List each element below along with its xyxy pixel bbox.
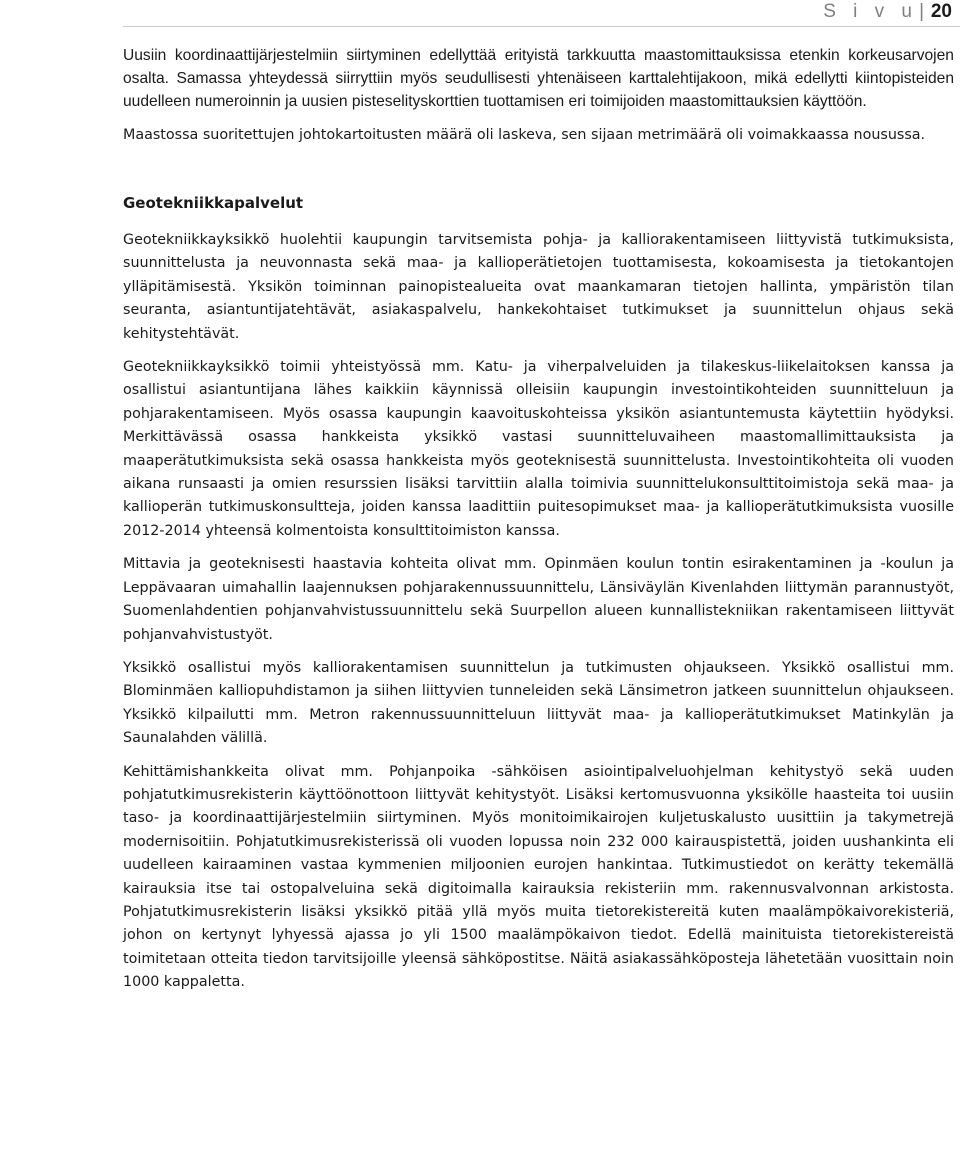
section-paragraph: Kehittämishankkeita olivat mm. Pohjanpoika -sähköisen asiointipalveluohjelman kehitystyö sekä uuden pohjatutkimusrekisterin käyttöönottoon liittyvät kehitystyöt. Lisäksi kertomusvuonna yksikölle haasteita toi uusiin taso- ja koordinaattijärjestelmiin siirtyminen. Myös monitoimikairojen kuljetuskalusto uusittiin ja takymetrejä modernisoitiin. Pohjatutkimusrekisterissä oli vuoden lopussa noin 232 000 kairauspistettä, joiden uushankinta eli uudelleen kairaaminen vastaa kymmenien miljoonien eurojen hankintaa. Tutkimustiedot on kerätty tekemällä kairauksia itse tai ostopalveluina sekä digitoimalla kairauksia rekisteriin mm. rakennusvalvonnan arkistosta. Pohjatutkimusrekisterin lisäksi yksikkö pitää yllä myös muita tietorekistereitä kuten maalämpökaivorekisteriä, johon on kertynyt lyhyessä ajassa jo yli 1500 maalämpökaivon tiedot. Edellä mainituista tietorekistereistä toimitetaan otteita tiedon tarvitsijoille yleensä sähköpostitse. Näitä asiakassähköposteja lähetetään vuosittain noin 1000 kappaletta. (123, 763, 954, 991)
section-paragraph: Geotekniikkayksikkö huolehtii kaupungin tarvitsemista pohja- ja kalliorakentamiseen liittyvistä tutkimuksista, suunnittelusta ja neuvonnasta sekä maa- ja kallioperätietojen tuottamisesta, kokoamisesta ja tietokantojen ylläpitämisestä. Yksikön toiminnan painopistealueita ovat maankamaran tietojen hallinta, ympäristön tilan seuranta, asiantuntijatehtävät, asiakaspalvelu, hankekohtaiset tutkimukset ja suunnittelun ohjaus sekä kehitystehtävät. (123, 232, 954, 342)
intro-paragraph-2: Maastossa suoritettujen johtokartoitusten määrä oli laskeva, sen sijaan metrimäärä oli voimakkaassa nousussa. (123, 126, 926, 143)
page-label: S i v u (823, 1, 918, 22)
intro-paragraph-1: Uusiin koordinaattijärjestelmiin siirtyminen edellyttää erityistä tarkkuutta maastomittauksissa etenkin korkeusarvojen osalta. Samassa yhteydessä siirryttiin myös seudullisesti yhtenäiseen karttalehtijakoon, mikä edellytti kiintopisteiden uudelleen numeroinnin ja uusien pisteselityskorttien tuottamisen eri toimijoiden maastomittauksien käyttöön. (123, 47, 954, 111)
page-label-separator: | (919, 1, 924, 22)
page-header (0, 0, 960, 28)
section-paragraph: Geotekniikkayksikkö toimii yhteistyössä mm. Katu- ja viherpalveluiden ja tilakeskus-liikelaitoksen kanssa ja osallistui asiantuntijana lähes kaikkiin käynnissä olleisiin kaupungin investointikohteiden suunnitteluun ja pohjarakentamiseen. Myös osassa kaupungin kaavoituskohteissa yksikön asiantuntemusta käytettiin hyödyksi. Merkittävässä osassa hankkeista yksikkö vastasi suunnitteluvaiheen maastomallimittauksista ja maaperätutkimuksista sekä osassa hankkeista myös geoteknisestä suunnittelusta. Investointikohteita oli vuoden aikana runsaasti ja omien resurssien lisäksi tarvittiin alalla toimivia suunnittelukonsulttitoimistoja sekä maa- ja kallioperän tutkimuskonsultteja, joiden kanssa laadittiin puitesopimukset maa- ja kallioperätutkimuksista vuosille 2012-2014 yhteensä kolmentoista konsulttitoimiston kanssa. (123, 359, 954, 539)
section-paragraph: Yksikkö osallistui myös kalliorakentamisen suunnittelun ja tutkimusten ohjaukseen. Yksikkö osallistui mm. Blominmäen kalliopuhdistamon ja siihen liittyvien tunneleiden sekä Länsimetron jatkeen suunnittelun ohjaukseen. Yksikkö kilpailutti mm. Metron rakennussuunnitteluun liittyvät maa- ja kallioperätutkimukset Matinkylän ja Saunalahden välillä. (123, 659, 954, 747)
header-divider (123, 26, 960, 27)
section-heading: Geotekniikkapalvelut (123, 194, 304, 213)
page-number: 20 (930, 1, 952, 22)
section-paragraph: Mittavia ja geoteknisesti haastavia kohteita olivat mm. Opinmäen koulun tontin esirakentaminen ja -koulun ja Leppävaaran uimahallin laajennuksen pohjarakennussuunnittelu, Länsiväylän Kivenlahden liittymän parannustyöt, Suomenlahdentien pohjanvahvistussuunnittelu sekä Suurpellon alueen kunnallistekniikan rakentamiseen liittyvät pohjanvahvistustyöt. (123, 556, 954, 643)
document-body (123, 44, 954, 995)
